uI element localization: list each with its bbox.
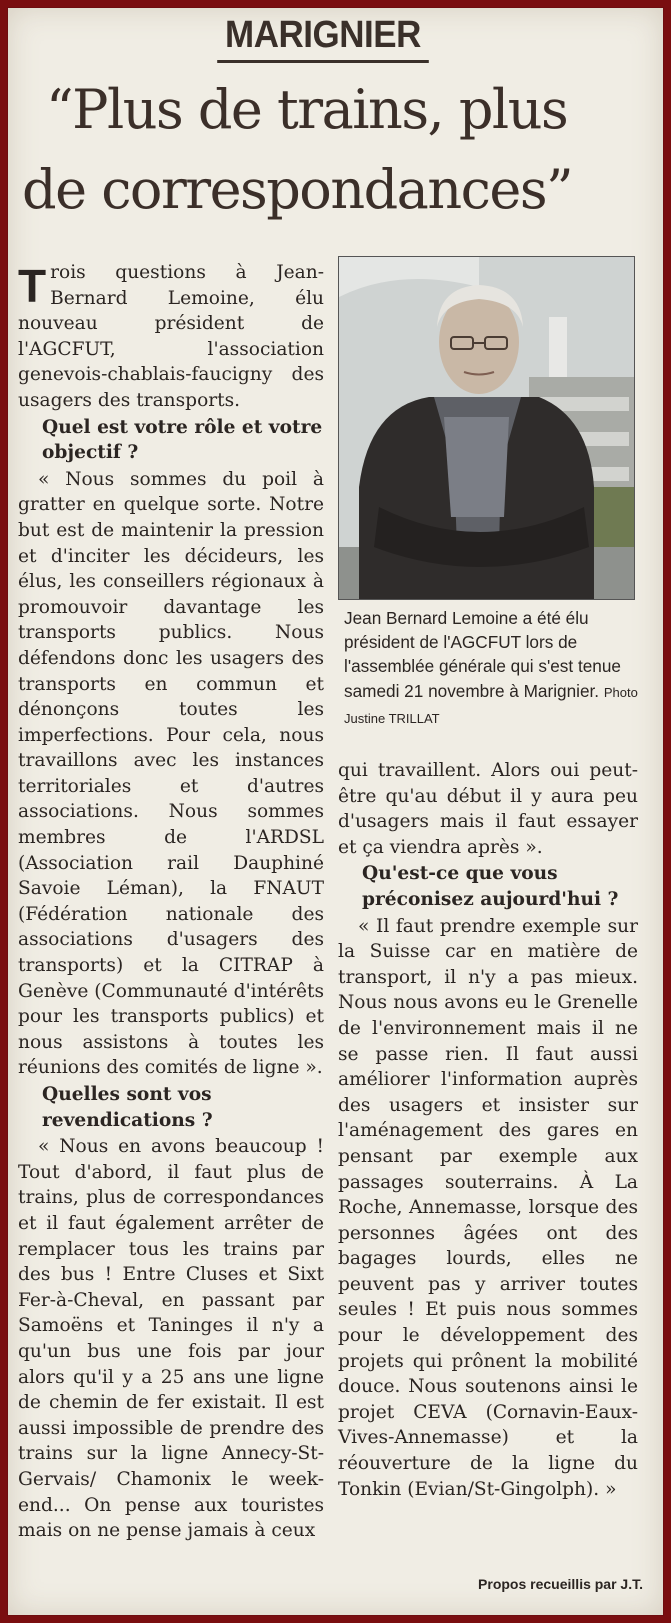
photo-credit: Photo Justine TRILLAT xyxy=(344,684,638,726)
answer-2-part-2: qui travaillent. Alors oui peut-être qu'au début il y aura peu d'usagers mais il faut essayer et ça viendra après ». xyxy=(338,760,638,858)
portrait-photo xyxy=(338,256,635,600)
headline-line-2: de correspondances” xyxy=(22,158,573,221)
newspaper-clipping xyxy=(8,8,663,1615)
section-rubric: MARIGNIER xyxy=(217,10,429,63)
article-column-right xyxy=(338,758,638,1502)
answer-3: « Il faut prendre exemple sur la Suisse car en matière de transport, il n'y a pas mieux. Nous nous avons eu le Grenelle de l'environnement mais il ne se passe rien. Il faut aussi améliorer l'information auprès des usagers et insister sur l'aménagement des gares en pensant par exemple aux passages souterrains. À La Roche, Annemasse, lorsque des personnes âgées ont des bagages lourds, elles ne peuvent pas y arriver toutes seules ! Et puis nous sommes pour le développement des projets qui prônent la mobilité douce. Nous soutenons ainsi le projet CEVA (Cornavin-Eaux-Vives-Annemasse) et la réouverture de la ligne du Tonkin (Evian/St-Gingolph). » xyxy=(338,915,638,1500)
answer-2-part-1: « Nous en avons beaucoup ! Tout d'abord, il faut plus de trains, plus de correspondances et il faut également arrêter de remplacer tous les trains par des bus ! Entre Cluses et Sixt Fer-à-Cheval, en passant par Samoëns et Taninges il n'y a qu'un bus une fois par jour alors qu'il y a 25 ans une ligne de chemin de fer existait. Il est aussi impossible de prendre des trains sur la ligne Annecy-St-Gervais/ Chamonix le week-end... On pense aux touristes mais on ne pense jamais à ceux xyxy=(18,1136,324,1542)
question-2: Quelles sont vos revendications ? xyxy=(42,1084,213,1131)
photo-caption xyxy=(344,606,644,731)
answer-1: « Nous sommes du poil à gratter en quelque sorte. Notre but est de maintenir la pression et d'inciter les décideurs, les élus, les conseillers régionaux à promouvoir davantage les transports publics. Nous défendons donc les usagers des transports en commun et dénonçons toutes les imperfections. Pour cela, nous travaillons avec les instances territoriales et d'autres associations. Nous sommes membres de l'ARDSL (Association rail Dauphiné Savoie Léman), la FNAUT (Fédération nationale des associations d'usagers des transports) et la CITRAP à Genève (Communauté d'intérêts pour les transports publics) et nous assistons à toutes les réunions des comités de ligne ». xyxy=(18,468,324,1079)
intro-paragraph xyxy=(18,260,324,414)
article-column-left xyxy=(18,260,324,1544)
question-1: Quel est votre rôle et votre objectif ? xyxy=(42,416,323,464)
intro-text: rois questions à Jean-Bernard Lemoine, élu nouveau président de l'AGCFUT, l'association genevois-chablais-faucigny des usagers des transports. xyxy=(18,262,324,411)
question-3: Qu'est-ce que vous préconisez aujourd'hui ? xyxy=(362,863,619,910)
portrait-photo-illustration xyxy=(339,257,634,599)
article-headline xyxy=(22,70,647,230)
article-byline: Propos recueillis par J.T. xyxy=(478,1576,643,1592)
caption-text: Jean Bernard Lemoine a été élu président de l'AGCFUT lors de l'assemblée générale qui s'est tenue samedi 21 novembre à Marignier. xyxy=(344,608,621,701)
drop-cap: T xyxy=(18,260,47,312)
headline-line-1: “Plus de trains, plus xyxy=(46,78,568,141)
